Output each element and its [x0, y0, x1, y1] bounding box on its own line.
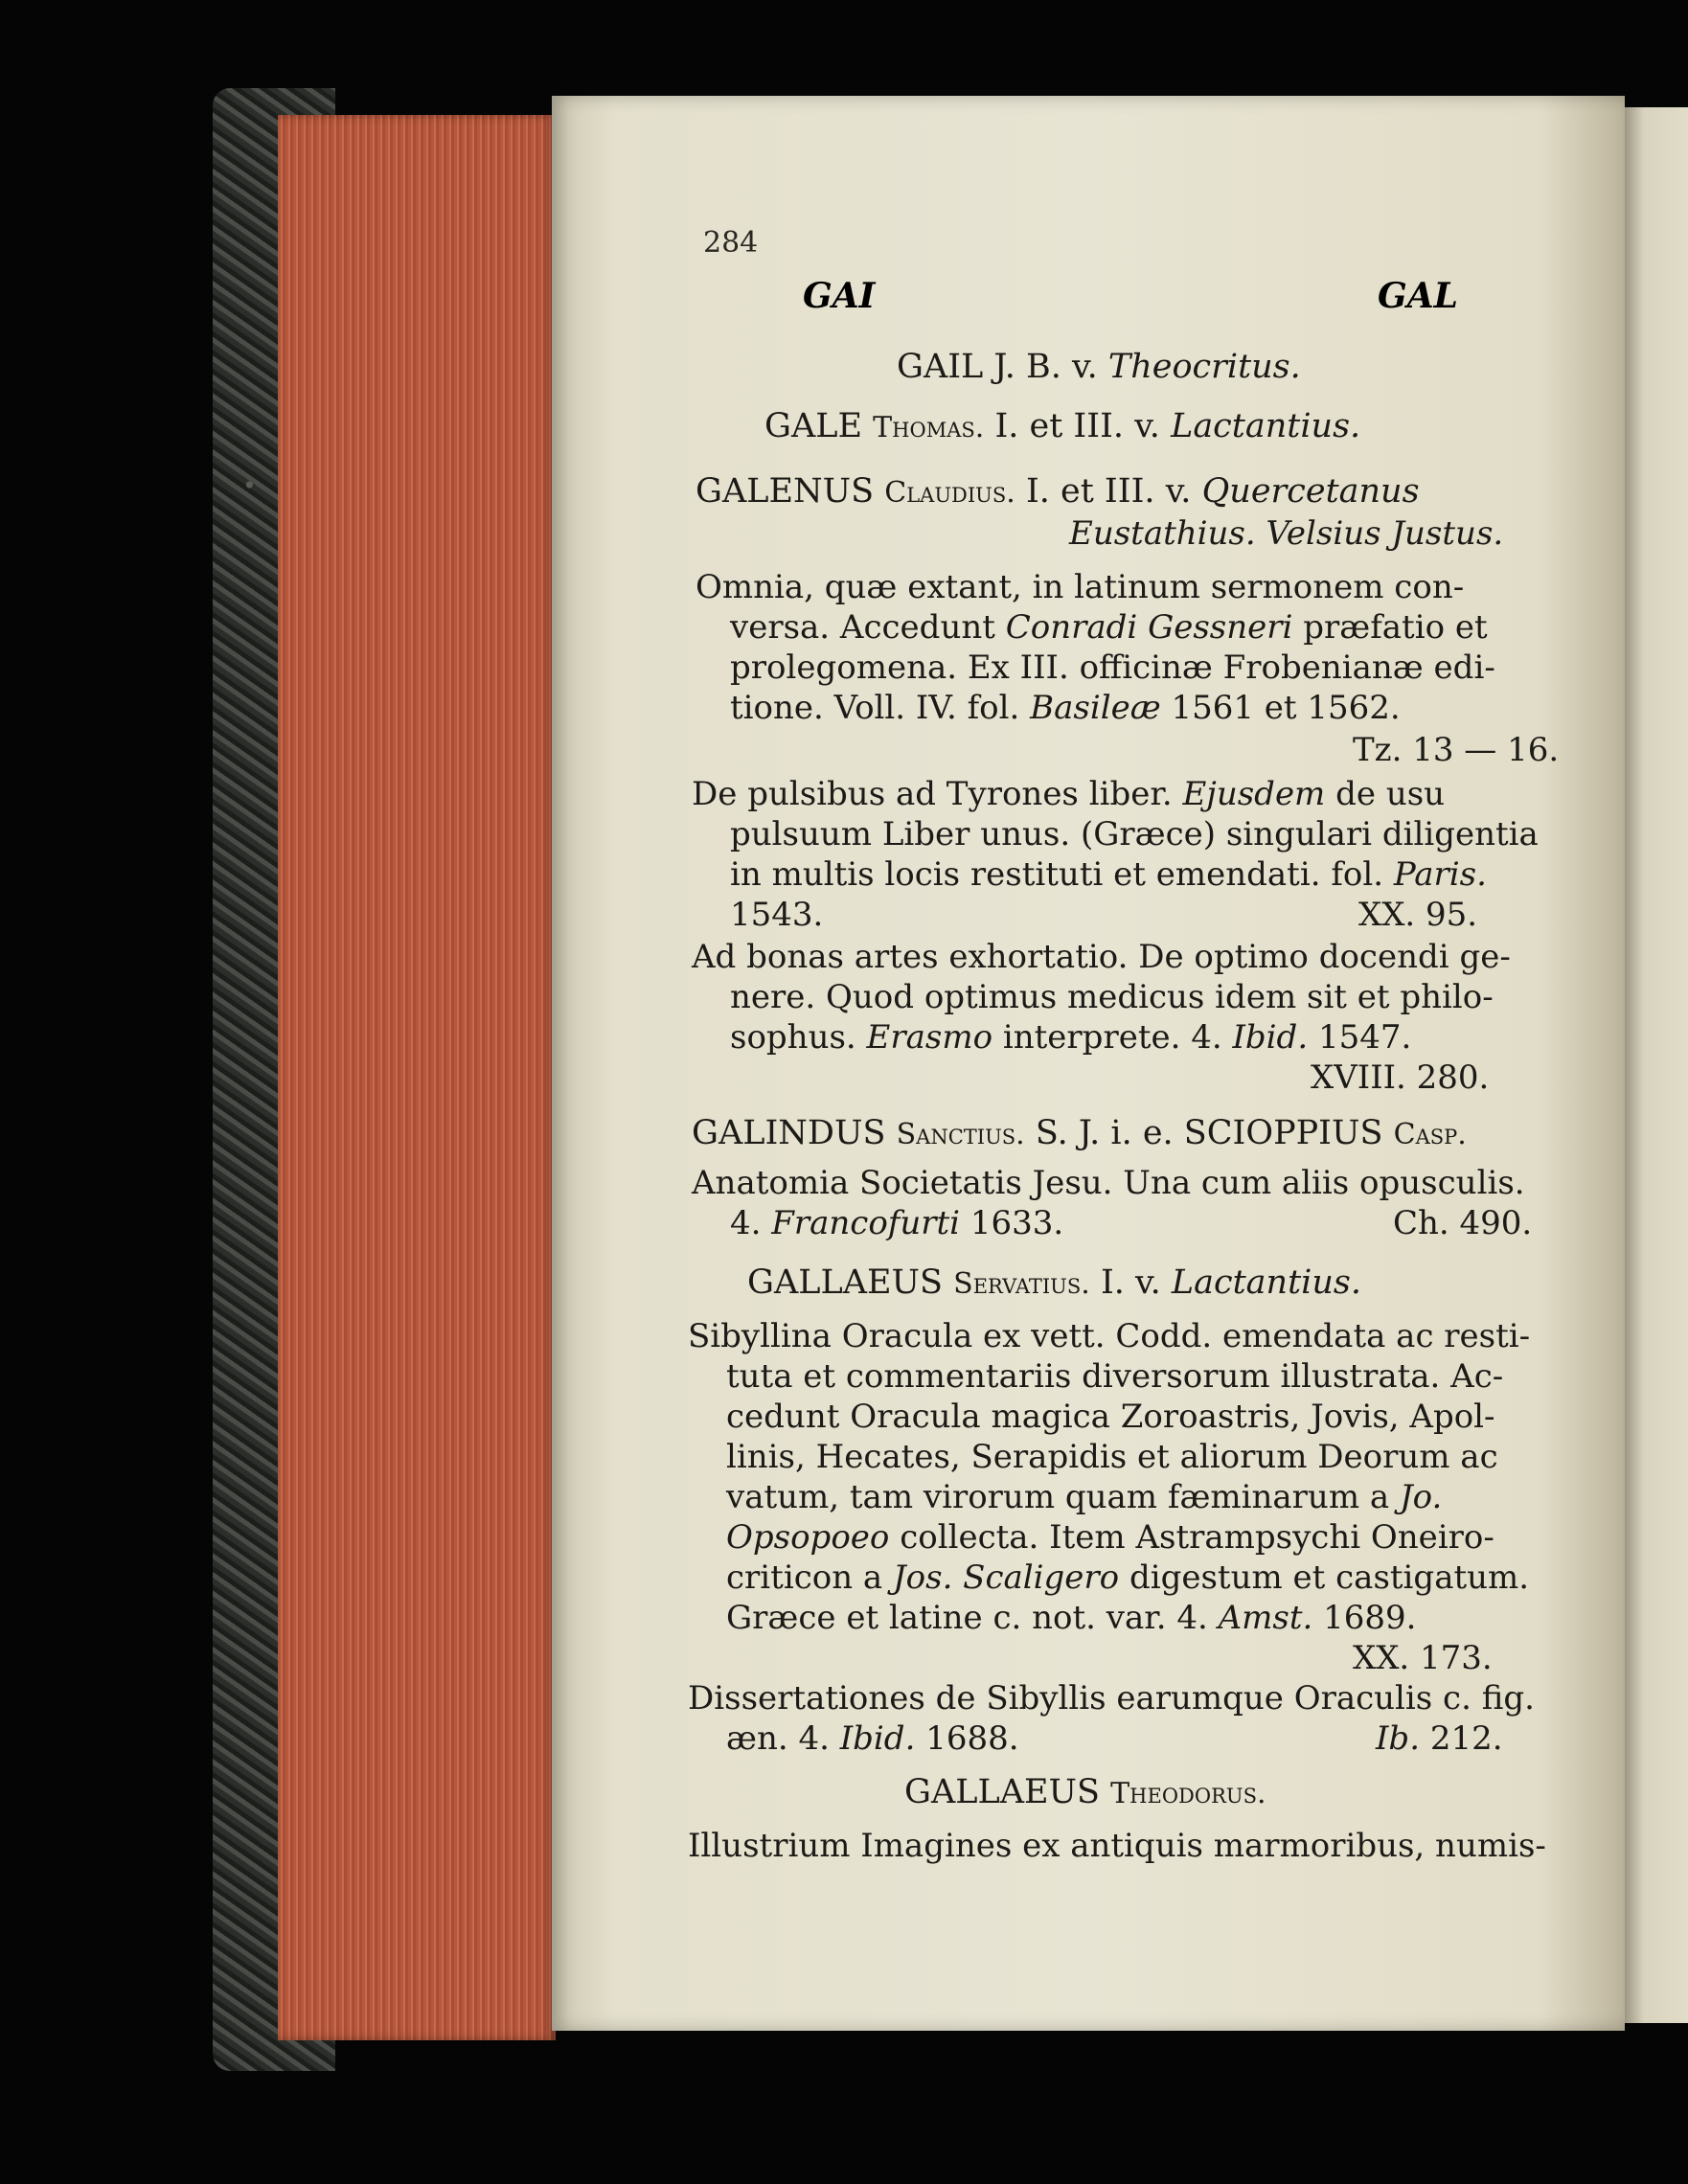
text-line: tione. Voll. IV. fol. Basileæ 1561 et 1562.: [730, 689, 1401, 727]
text-line: æn. 4. Ibid. 1688. Ib. 212.: [726, 1719, 1503, 1758]
text-line: De pulsibus ad Tyrones liber. Ejusdem de usu: [692, 775, 1446, 813]
text-line: Anatomia Societatis Jesu. Una cum aliis opusculis.: [692, 1164, 1525, 1202]
text-line: criticon a Jos. Scaligero digestum et castigatum.: [726, 1558, 1530, 1597]
text-line: sophus. Erasmo interprete. 4. Ibid. 1547.: [730, 1018, 1412, 1057]
running-head-left: GAI: [803, 276, 876, 316]
text-line: Græce et latine c. not. var. 4. Amst. 1689.: [726, 1599, 1417, 1637]
text-line: vatum, tam virorum quam fæminarum a Jo.: [726, 1478, 1443, 1516]
entry-heading-galenus: GALENUS Claudius. I. et III. v. Quercetanus: [696, 472, 1420, 511]
text-line: Illustrium Imagines ex antiquis marmoribus, numis-: [688, 1827, 1546, 1865]
entry-heading-gallaeus-servatius: GALLAEUS Servatius. I. v. Lactantius.: [747, 1263, 1361, 1302]
text-line: versa. Accedunt Conradi Gessneri præfatio et: [730, 608, 1488, 647]
facing-page-edge: [1625, 107, 1688, 2023]
entry-heading-gail: GAIL J. B. v. Theocritus.: [897, 348, 1301, 386]
text-line: pulsuum Liber unus. (Græce) singulari diligentia: [730, 815, 1539, 853]
text-line: Sibyllina Oracula ex vett. Codd. emendata ac resti-: [688, 1317, 1531, 1355]
text-line: Dissertationes de Sibyllis earumque Oraculis c. fig.: [688, 1679, 1535, 1718]
entry-heading-gale: GALE Thomas. I. et III. v. Lactantius.: [764, 407, 1361, 445]
reference: Tz. 13 — 16.: [1353, 731, 1560, 769]
text-line: 1543. XX. 95.: [730, 896, 1478, 934]
reference: XX. 173.: [1353, 1639, 1493, 1677]
text-line: linis, Hecates, Serapidis et aliorum Deorum ac: [726, 1438, 1498, 1476]
page-number: 284: [703, 226, 759, 260]
text-line: tuta et commentariis diversorum illustrata. Ac-: [726, 1357, 1504, 1396]
reference: XVIII. 280.: [1311, 1058, 1490, 1097]
text-line: in multis locis restituti et emendati. fol. Paris.: [730, 855, 1487, 894]
text-line: 4. Francofurti 1633. Ch. 490.: [730, 1204, 1533, 1242]
text-line: cedunt Oracula magica Zoroastris, Jovis, Apol-: [726, 1398, 1495, 1436]
page-edges: [278, 115, 556, 2040]
entry-heading-cont: Eustathius. Velsius Justus.: [1069, 514, 1504, 553]
text-line: Ad bonas artes exhortatio. De optimo docendi ge-: [692, 938, 1511, 976]
text-line: nere. Quod optimus medicus idem sit et philo-: [730, 978, 1494, 1016]
text-line: Omnia, quæ extant, in latinum sermonem con-: [696, 568, 1465, 606]
entry-heading-gallaeus-theodorus: GALLAEUS Theodorus.: [904, 1773, 1266, 1811]
text-line: prolegomena. Ex III. officinæ Frobenianæ edi-: [730, 648, 1495, 687]
running-head-right: GAL: [1378, 276, 1458, 316]
entry-heading-galindus: GALINDUS Sanctius. S. J. i. e. SCIOPPIUS Casp.: [692, 1114, 1467, 1152]
text-line: Opsopoeo collecta. Item Astrampsychi Oneiro-: [726, 1518, 1494, 1557]
